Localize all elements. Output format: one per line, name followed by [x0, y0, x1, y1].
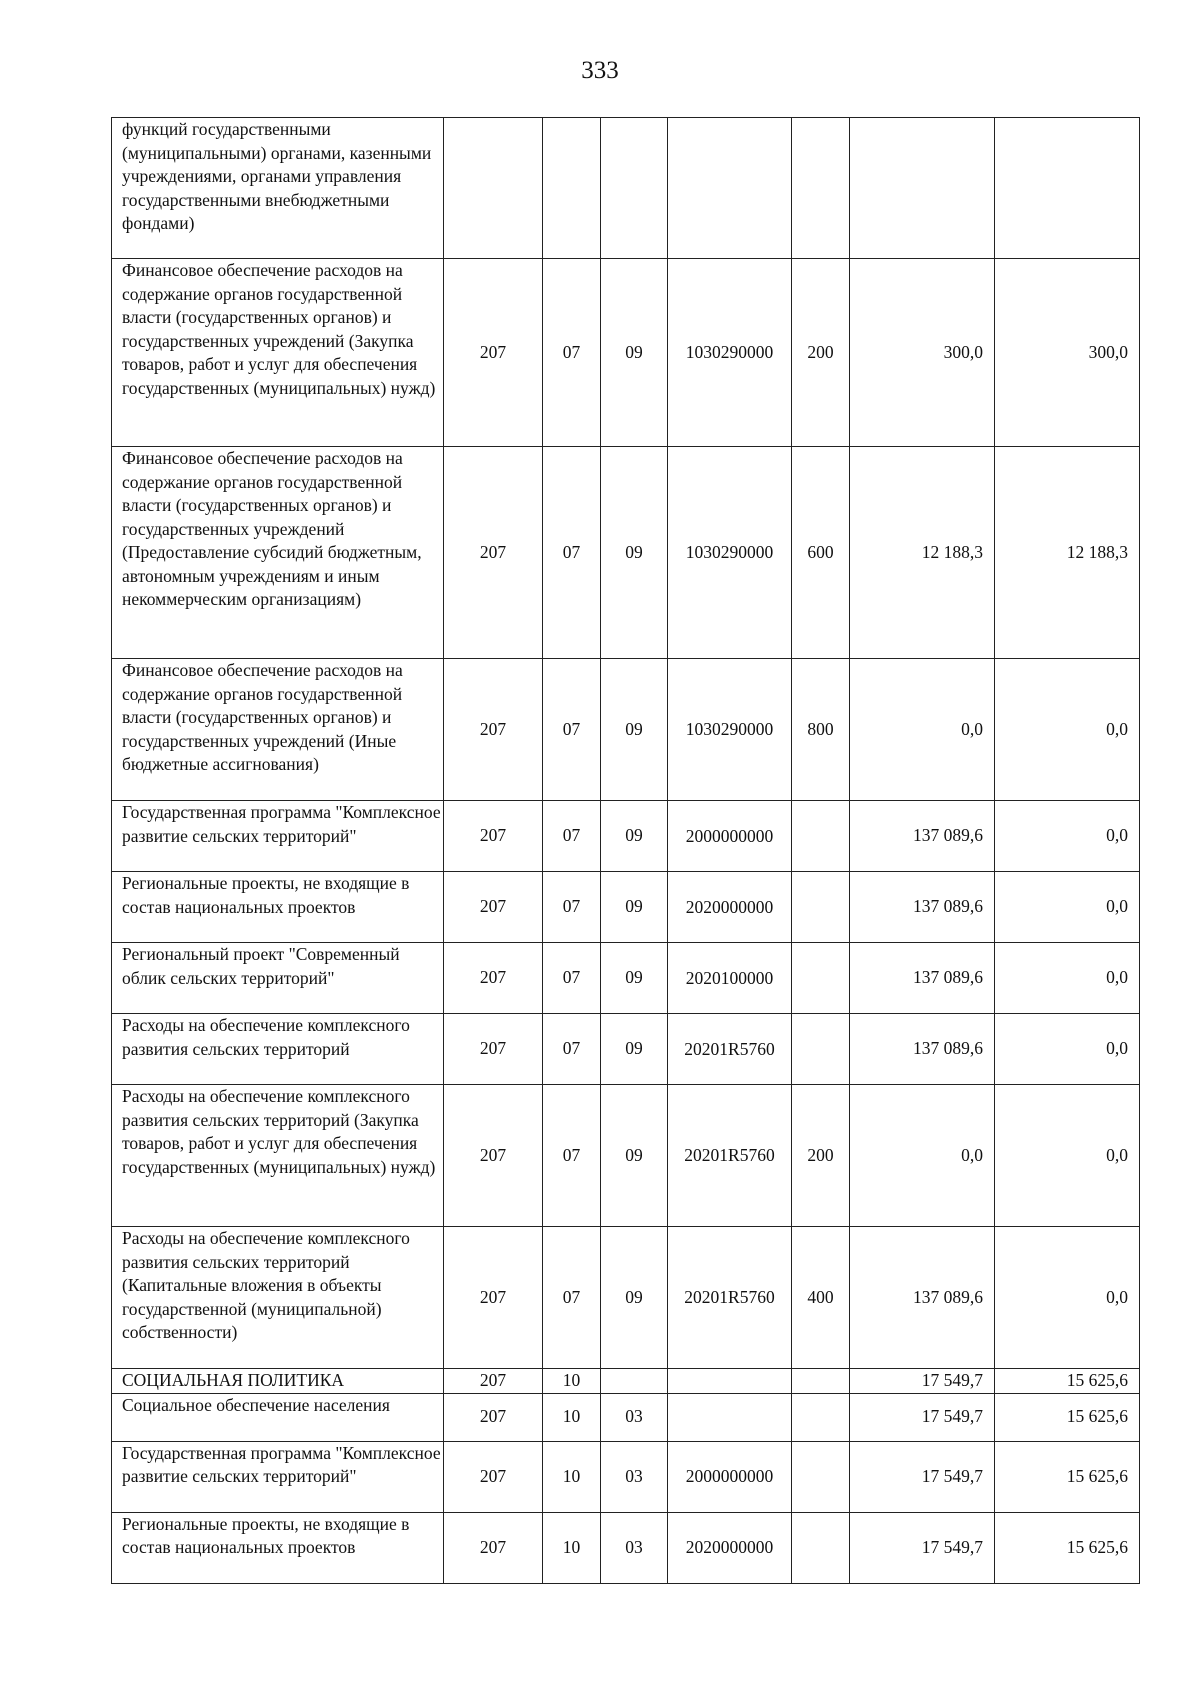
section-code: 07 — [543, 801, 601, 872]
grbs-code: 207 — [444, 1393, 543, 1441]
table-row — [112, 447, 1140, 659]
row-name: Расходы на обеспечение комплексного развития сельских территорий — [112, 1014, 444, 1085]
section-code: 07 — [543, 1014, 601, 1085]
row-name: Финансовое обеспечение расходов на содержание органов государственной власти (государственных органов) и государственных учреждений (Иные бюджетные ассигнования) — [112, 659, 444, 801]
target-article-code — [668, 1369, 792, 1394]
amount-1: 0,0 — [850, 1085, 995, 1227]
row-name: Региональный проект "Современный облик сельских территорий" — [112, 943, 444, 1014]
grbs-code: 207 — [444, 447, 543, 659]
expense-type-code — [792, 1369, 850, 1394]
section-code: 07 — [543, 943, 601, 1014]
target-article-code: 20201R5760 — [668, 1227, 792, 1369]
budget-table — [111, 117, 1140, 1584]
amount-1: 137 089,6 — [850, 943, 995, 1014]
subsection-code: 09 — [601, 259, 668, 447]
amount-2 — [995, 118, 1140, 259]
table-row — [112, 1369, 1140, 1394]
grbs-code: 207 — [444, 1227, 543, 1369]
amount-1: 137 089,6 — [850, 801, 995, 872]
grbs-code — [444, 118, 543, 259]
expense-type-code — [792, 943, 850, 1014]
subsection-code: 09 — [601, 1227, 668, 1369]
expense-type-code — [792, 1014, 850, 1085]
table-row — [112, 1014, 1140, 1085]
amount-1: 300,0 — [850, 259, 995, 447]
grbs-code: 207 — [444, 1441, 543, 1512]
amount-1: 17 549,7 — [850, 1512, 995, 1583]
section-code: 07 — [543, 259, 601, 447]
expense-type-code — [792, 1393, 850, 1441]
amount-2: 15 625,6 — [995, 1441, 1140, 1512]
row-name: функций государственными (муниципальными) органами, казенными учреждениями, органами управления государственными внебюджетными фондами) — [112, 118, 444, 259]
table-row — [112, 659, 1140, 801]
expense-type-code — [792, 872, 850, 943]
table-row — [112, 1085, 1140, 1227]
target-article-code: 2020000000 — [668, 872, 792, 943]
target-article-code: 1030290000 — [668, 447, 792, 659]
table-row — [112, 259, 1140, 447]
table-row — [112, 118, 1140, 259]
target-article-code — [668, 1393, 792, 1441]
expense-type-code — [792, 118, 850, 259]
subsection-code: 03 — [601, 1393, 668, 1441]
grbs-code: 207 — [444, 659, 543, 801]
subsection-code: 09 — [601, 1085, 668, 1227]
expense-type-code — [792, 1441, 850, 1512]
amount-1: 137 089,6 — [850, 1227, 995, 1369]
grbs-code: 207 — [444, 1014, 543, 1085]
subsection-code: 09 — [601, 872, 668, 943]
amount-1: 17 549,7 — [850, 1393, 995, 1441]
row-name: Государственная программа "Комплексное развитие сельских территорий" — [112, 801, 444, 872]
expense-type-code: 400 — [792, 1227, 850, 1369]
grbs-code: 207 — [444, 1085, 543, 1227]
section-code: 07 — [543, 447, 601, 659]
grbs-code: 207 — [444, 259, 543, 447]
table-row — [112, 872, 1140, 943]
table-row — [112, 801, 1140, 872]
amount-1: 137 089,6 — [850, 1014, 995, 1085]
subsection-code: 03 — [601, 1441, 668, 1512]
subsection-code: 09 — [601, 659, 668, 801]
section-code — [543, 118, 601, 259]
section-code: 10 — [543, 1369, 601, 1394]
row-name: Расходы на обеспечение комплексного развития сельских территорий (Капитальные вложения в объекты государственной (муниципальной) собственности) — [112, 1227, 444, 1369]
amount-2: 0,0 — [995, 1085, 1140, 1227]
row-name: Государственная программа "Комплексное развитие сельских территорий" — [112, 1441, 444, 1512]
target-article-code: 20201R5760 — [668, 1085, 792, 1227]
expense-type-code — [792, 801, 850, 872]
section-code: 07 — [543, 872, 601, 943]
subsection-code — [601, 1369, 668, 1394]
grbs-code: 207 — [444, 1512, 543, 1583]
subsection-code: 09 — [601, 801, 668, 872]
subsection-code — [601, 118, 668, 259]
amount-2: 0,0 — [995, 1227, 1140, 1369]
amount-2: 12 188,3 — [995, 447, 1140, 659]
grbs-code: 207 — [444, 943, 543, 1014]
row-name: Региональные проекты, не входящие в состав национальных проектов — [112, 872, 444, 943]
amount-1 — [850, 118, 995, 259]
target-article-code: 2000000000 — [668, 1441, 792, 1512]
expense-type-code: 800 — [792, 659, 850, 801]
amount-2: 0,0 — [995, 943, 1140, 1014]
expense-type-code — [792, 1512, 850, 1583]
target-article-code: 2000000000 — [668, 801, 792, 872]
section-code: 07 — [543, 1227, 601, 1369]
row-name: Расходы на обеспечение комплексного развития сельских территорий (Закупка товаров, работ и услуг для обеспечения государственных (муниципальных) нужд) — [112, 1085, 444, 1227]
page-number: 333 — [581, 57, 619, 84]
amount-1: 137 089,6 — [850, 872, 995, 943]
table-row — [112, 1512, 1140, 1583]
section-code: 07 — [543, 659, 601, 801]
row-name: Финансовое обеспечение расходов на содержание органов государственной власти (государственных органов) и государственных учреждений (Закупка товаров, работ и услуг для обеспечения государственных (муниципальных) нужд) — [112, 259, 444, 447]
row-name: СОЦИАЛЬНАЯ ПОЛИТИКА — [112, 1369, 444, 1394]
target-article-code: 20201R5760 — [668, 1014, 792, 1085]
amount-2: 15 625,6 — [995, 1369, 1140, 1394]
subsection-code: 09 — [601, 943, 668, 1014]
amount-2: 0,0 — [995, 1014, 1140, 1085]
row-name: Финансовое обеспечение расходов на содержание органов государственной власти (государственных органов) и государственных учреждений (Предоставление субсидий бюджетным, автономным учреждениям и иным некоммерческим организациям) — [112, 447, 444, 659]
grbs-code: 207 — [444, 801, 543, 872]
amount-2: 300,0 — [995, 259, 1140, 447]
expense-type-code: 600 — [792, 447, 850, 659]
target-article-code: 1030290000 — [668, 259, 792, 447]
expense-type-code: 200 — [792, 1085, 850, 1227]
table-row — [112, 943, 1140, 1014]
subsection-code: 09 — [601, 1014, 668, 1085]
amount-1: 17 549,7 — [850, 1441, 995, 1512]
expense-type-code: 200 — [792, 259, 850, 447]
section-code: 10 — [543, 1393, 601, 1441]
subsection-code: 09 — [601, 447, 668, 659]
subsection-code: 03 — [601, 1512, 668, 1583]
row-name: Социальное обеспечение населения — [112, 1393, 444, 1441]
amount-2: 0,0 — [995, 659, 1140, 801]
table-row — [112, 1441, 1140, 1512]
amount-2: 0,0 — [995, 872, 1140, 943]
row-name: Региональные проекты, не входящие в состав национальных проектов — [112, 1512, 444, 1583]
amount-1: 12 188,3 — [850, 447, 995, 659]
amount-1: 0,0 — [850, 659, 995, 801]
amount-2: 15 625,6 — [995, 1393, 1140, 1441]
amount-1: 17 549,7 — [850, 1369, 995, 1394]
target-article-code: 2020000000 — [668, 1512, 792, 1583]
target-article-code: 2020100000 — [668, 943, 792, 1014]
table-row — [112, 1227, 1140, 1369]
amount-2: 15 625,6 — [995, 1512, 1140, 1583]
target-article-code — [668, 118, 792, 259]
section-code: 07 — [543, 1085, 601, 1227]
section-code: 10 — [543, 1441, 601, 1512]
grbs-code: 207 — [444, 872, 543, 943]
grbs-code: 207 — [444, 1369, 543, 1394]
target-article-code: 1030290000 — [668, 659, 792, 801]
section-code: 10 — [543, 1512, 601, 1583]
table-row — [112, 1393, 1140, 1441]
amount-2: 0,0 — [995, 801, 1140, 872]
